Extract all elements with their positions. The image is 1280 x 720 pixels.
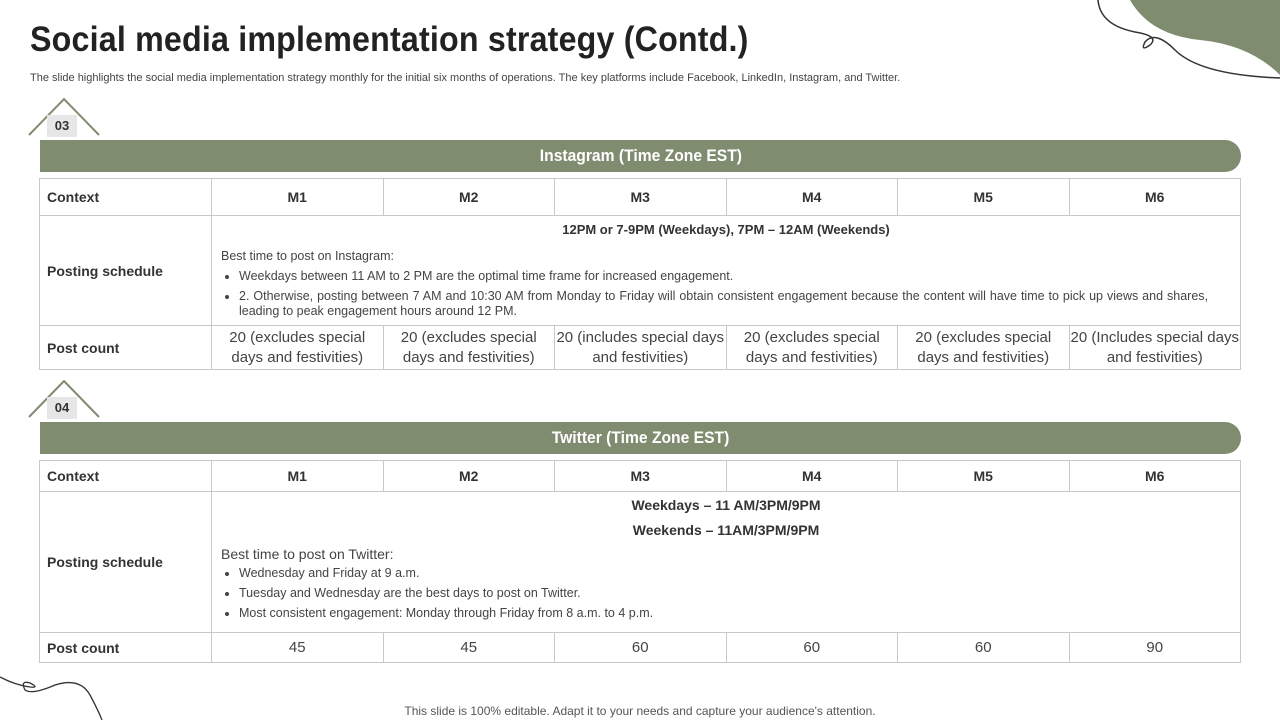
list-item: • Wednesday and Friday at 9 a.m. — [239, 566, 1208, 581]
row-label: Post count — [40, 633, 212, 663]
corner-decoration — [1090, 0, 1280, 80]
header-cell: Context — [40, 461, 212, 492]
table-row — [40, 216, 1241, 326]
instagram-table — [39, 178, 1241, 370]
table-header-row — [40, 179, 1241, 216]
header-cell: M1 — [212, 179, 384, 216]
header-cell: M3 — [555, 179, 727, 216]
schedule-cell — [212, 492, 1241, 633]
section-banner-twitter — [40, 422, 1241, 454]
best-time-title: Best time to post on Twitter: — [221, 546, 394, 562]
schedule-times: Weekends – 11AM/3PM/9PM — [632, 522, 820, 538]
schedule-times: 12PM or 7-9PM (Weekdays), 7PM – 12AM (Weekends) — [562, 222, 890, 237]
header-cell: M6 — [1069, 179, 1241, 216]
list-item: • Most consistent engagement: Monday through Friday from 8 a.m. to 4 p.m. — [239, 606, 1208, 621]
twitter-table — [39, 460, 1241, 663]
header-cell: M3 — [555, 461, 727, 492]
post-count-cell: 60 — [898, 633, 1070, 663]
banner-label: Instagram (Time Zone EST) — [539, 146, 742, 165]
header-cell: M2 — [383, 461, 555, 492]
section-number-badge — [27, 97, 103, 143]
header-cell: M1 — [212, 461, 384, 492]
header-cell: M2 — [383, 179, 555, 216]
header-cell: Context — [40, 179, 212, 216]
header-cell: M5 — [898, 461, 1070, 492]
section-banner-instagram — [40, 140, 1241, 172]
header-cell: M4 — [726, 461, 898, 492]
post-count-cell: 45 — [383, 633, 555, 663]
schedule-cell — [212, 216, 1241, 326]
schedule-times: Weekdays – 11 AM/3PM/9PM — [631, 497, 821, 513]
banner-label: Twitter (Time Zone EST) — [551, 428, 730, 447]
section-number-badge — [27, 379, 103, 425]
row-label: Posting schedule — [40, 492, 212, 633]
post-count-cell: 20 (Includes special days and festivities) — [1069, 326, 1241, 370]
post-count-cell: 45 — [212, 633, 384, 663]
row-label: Posting schedule — [40, 216, 212, 326]
list-item: • Tuesday and Wednesday are the best days to post on Twitter. — [239, 586, 1208, 601]
post-count-cell: 20 (excludes special days and festivities) — [212, 326, 384, 370]
page-title: Social media implementation strategy (Contd.) — [30, 20, 749, 59]
section-number: 03 — [47, 115, 77, 137]
post-count-cell: 90 — [1069, 633, 1241, 663]
post-count-cell: 20 (includes special days and festivities) — [555, 326, 727, 370]
header-cell: M4 — [726, 179, 898, 216]
header-cell: M5 — [898, 179, 1070, 216]
table-row — [40, 633, 1241, 663]
row-label: Post count — [40, 326, 212, 370]
post-count-cell: 20 (excludes special days and festivities) — [383, 326, 555, 370]
footer-note: This slide is 100% editable. Adapt it to your needs and capture your audience's attention. — [404, 704, 876, 718]
table-row — [40, 326, 1241, 370]
table-header-row — [40, 461, 1241, 492]
best-time-title: Best time to post on Instagram: — [221, 249, 394, 263]
section-number: 04 — [47, 397, 77, 419]
post-count-cell: 60 — [726, 633, 898, 663]
header-cell: M6 — [1069, 461, 1241, 492]
post-count-cell: 20 (excludes special days and festivities) — [898, 326, 1070, 370]
post-count-cell: 60 — [555, 633, 727, 663]
page-subtitle: The slide highlights the social media implementation strategy monthly for the initial six months of operations. The key platforms include Facebook, LinkedIn, Instagram, and Twitter. — [30, 72, 901, 84]
list-item: • 2. Otherwise, posting between 7 AM and 10:30 AM from Monday to Friday will obtain consistent engagement because the content will have time to pick up views and shares, leading to peak engagement hours around 12 PM. — [239, 289, 1208, 319]
list-item: • Weekdays between 11 AM to 2 PM are the optimal time frame for increased engagement. — [239, 269, 1208, 284]
table-row — [40, 492, 1241, 633]
post-count-cell: 20 (excludes special days and festivities) — [726, 326, 898, 370]
